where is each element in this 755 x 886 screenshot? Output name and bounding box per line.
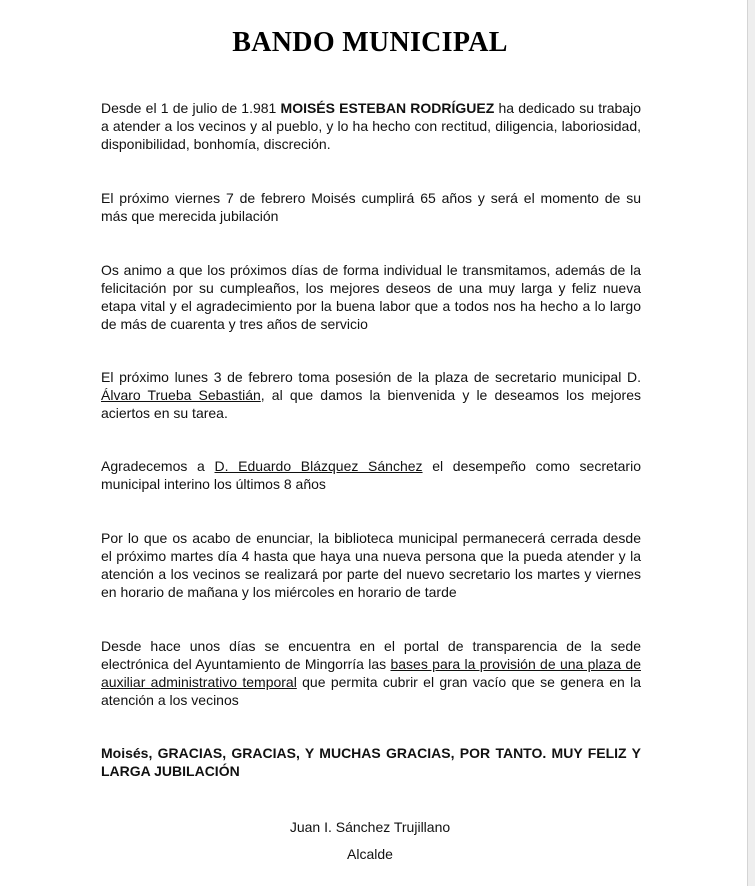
paragraph-text: Desde el 1 de julio de 1.981: [101, 100, 281, 116]
paragraph-text: que permita cubrir el gran vacío que se genera en la atención a los vecinos: [101, 674, 641, 708]
paragraph-birthday: El próximo viernes 7 de febrero Moisés cumplirá 65 años y será el momento de su más que merecida jubilación: [101, 190, 641, 224]
bases-link[interactable]: bases para la provisión de una plaza de auxiliar administrativo temporal: [101, 656, 641, 690]
paragraph-thanks-interim: [101, 457, 641, 493]
paragraph-new-secretary: [101, 368, 641, 422]
page-edge-scrollbar: [747, 0, 755, 886]
page-title: BANDO MUNICIPAL: [232, 27, 508, 58]
paragraph-transparency: [101, 637, 641, 709]
honoree-name: MOISÉS ESTEBAN RODRÍGUEZ: [280, 100, 495, 116]
new-secretary-name: Álvaro Trueba Sebastián: [101, 387, 261, 403]
closing-message: Moisés, GRACIAS, GRACIAS, Y MUCHAS GRACIAS, POR TANTO. MUY FELIZ Y LARGA JUBILACIÓN: [101, 745, 641, 779]
paragraph-wishes: Os animo a que los próximos días de forma individual le transmitamos, además de la felicitación por su cumpleaños, los mejores deseos de una muy larga y feliz nueva etapa vital y el agradecimiento por la buena labor que a todos nos ha hecho a lo largo de más de cuarenta y tres años de servicio: [101, 262, 641, 332]
paragraph-text: Desde hace unos días se encuentra en el portal de transparencia de la sede electrónica del Ayuntamiento de Mingorría las: [101, 638, 641, 672]
paragraph-library: Por lo que os acabo de enunciar, la biblioteca municipal permanecerá cerrada desde el próximo martes día 4 hasta que haya una nueva persona que la pueda atender y la atención a los vecinos se realizará por parte del nuevo secretario los martes y viernes en horario de mañana y los miércoles en horario de tarde: [101, 530, 641, 600]
paragraph-text: , al que damos la bienvenida y le deseamos los mejores aciertos en su tarea.: [101, 387, 641, 421]
signature-name: Juan I. Sánchez Trujillano: [289, 819, 451, 835]
paragraph-dedication: [101, 99, 641, 153]
paragraph-text: ha dedicado su trabajo a atender a los vecinos y al pueblo, y lo ha hecho con rectitud, diligencia, laboriosidad, disponibilidad, bonhomía, discreción.: [101, 100, 641, 152]
paragraph-text: El próximo lunes 3 de febrero toma posesión de la plaza de secretario municipal D.: [101, 369, 641, 385]
paragraph-text: el desempeño como secretario municipal interino los últimos 8 años: [101, 458, 641, 492]
paragraph-text: Agradecemos a: [101, 458, 215, 474]
interim-secretary-name: D. Eduardo Blázquez Sánchez: [214, 458, 423, 474]
signature-role: Alcalde: [347, 846, 393, 862]
